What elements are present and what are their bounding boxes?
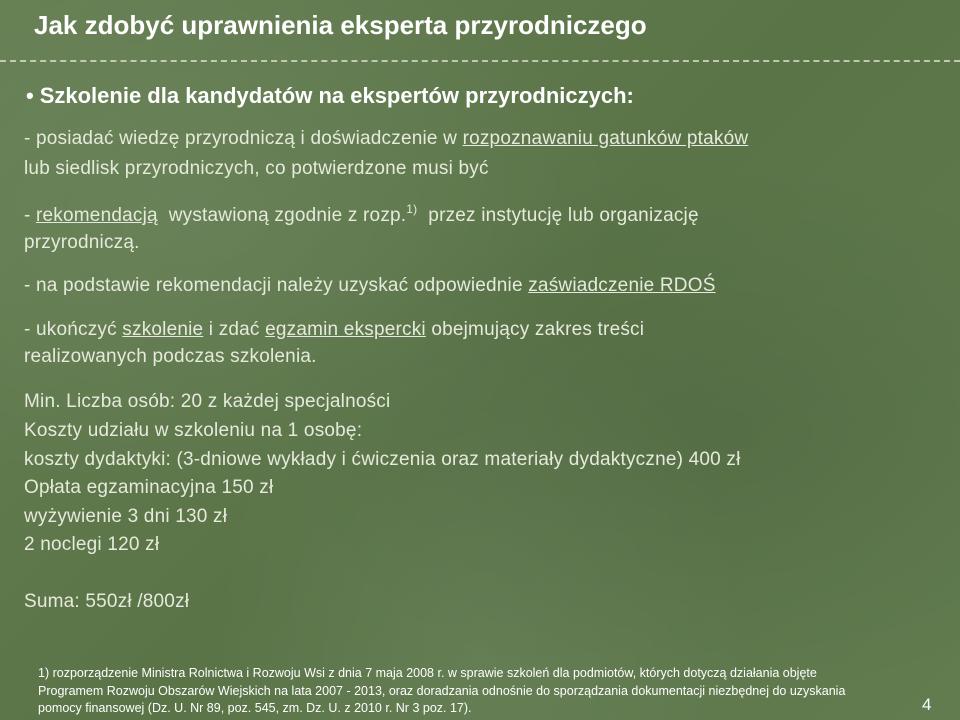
slide-title: Jak zdobyć uprawnienia eksperta przyrodniczego (34, 10, 647, 40)
requirement-text: przez instytucję lub organizację (417, 205, 699, 226)
detail-teaching-cost: koszty dydaktyki: (3-dniowe wykłady i ćwiczenia oraz materiały dydaktyczne) 400 zł (24, 449, 741, 470)
page-number: 4 (922, 695, 932, 714)
detail-meals-cost: wyżywienie 3 dni 130 zł (24, 506, 228, 527)
link-bird-recognition[interactable]: rozpoznawaniu gatunków ptaków (462, 128, 749, 149)
requirement-text: obejmujący zakres treści (425, 319, 645, 340)
detail-lodging-cost: 2 noclegi 120 zł (24, 534, 160, 555)
requirement-text: - ukończyć (24, 319, 123, 340)
requirement-certificate (24, 275, 716, 297)
requirement-text: - (24, 205, 37, 226)
section-heading-text: Szkolenie dla kandydatów na ekspertów przyrodniczych: (39, 83, 634, 108)
link-recommendation[interactable]: rekomendacją (36, 205, 158, 226)
footnote-line: 1) rozporządzenie Ministra Rolnictwa i Rozwoju Wsi z dnia 7 maja 2008 r. w sprawie szkoleń dla podmiotów, których dotyczą działania objęte (38, 666, 817, 680)
requirement-text: - na podstawie rekomendacji należy uzyskać odpowiednie (24, 275, 529, 296)
requirement-knowledge-line2: lub siedlisk przyrodniczych, co potwierdzone musi być (24, 158, 489, 179)
link-rdos-certificate[interactable]: zaświadczenie RDOŚ (528, 275, 716, 296)
requirement-training-line2: realizowanych podczas szkolenia. (24, 346, 317, 367)
footnote-line: Programem Rozwoju Obszarów Wiejskich na lata 2007 - 2013, oraz doradzania odnośnie do sporządzania dokumentacji niezbędnej do uzyskania (38, 684, 846, 698)
requirement-text: wystawioną zgodnie z rozp. (157, 205, 407, 226)
bullet-icon: • (26, 83, 34, 108)
requirement-training (24, 319, 644, 341)
detail-exam-fee: Opłata egzaminacyjna 150 zł (24, 477, 274, 498)
detail-costs-heading: Koszty udziału w szkoleniu na 1 osobę: (24, 420, 363, 441)
section-heading (26, 83, 634, 109)
requirement-recommendation-line2: przyrodniczą. (24, 232, 140, 253)
requirement-recommendation (24, 202, 699, 227)
requirement-text: i zdać (203, 319, 266, 340)
requirement-knowledge (24, 128, 748, 150)
cost-sum: Suma: 550zł /800zł (24, 591, 190, 612)
requirement-text: - posiadać wiedzę przyrodniczą i doświadczenie w (24, 128, 463, 149)
footnote-line: pomocy finansowej (Dz. U. Nr 89, poz. 545, zm. Dz. U. z 2010 r. Nr 3 poz. 17). (38, 701, 472, 715)
link-training[interactable]: szkolenie (122, 319, 204, 340)
link-expert-exam[interactable]: egzamin ekspercki (265, 319, 426, 340)
footnote-ref: 1) (406, 202, 418, 216)
title-divider (0, 60, 960, 62)
detail-min-participants: Min. Liczba osób: 20 z każdej specjalności (24, 391, 391, 412)
